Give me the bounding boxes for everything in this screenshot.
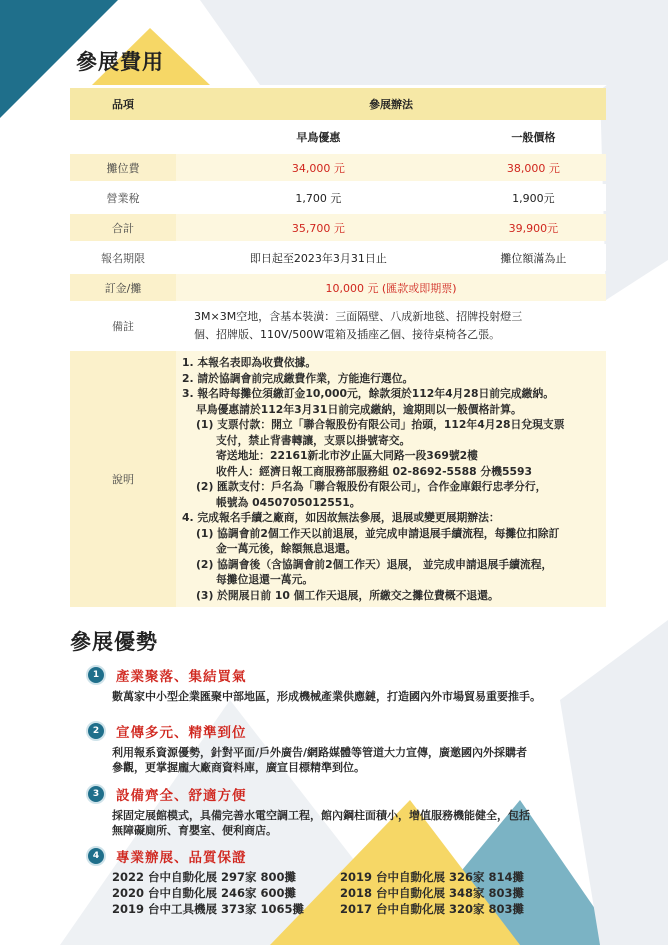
advantage-item [86, 664, 606, 704]
number-badge: 2 [86, 721, 106, 741]
advantage-text: 數萬家中小型企業匯聚中部地區，形成機械產業供應鏈，打造國內外市場貿易重要推手。 [112, 690, 541, 703]
tax-early: 1,700 元 [176, 184, 461, 211]
description-row [70, 351, 606, 607]
booth-fee-early: 34,000 元 [176, 154, 461, 181]
desc-line: 每攤位退還一萬元。 [216, 573, 314, 586]
tax-general: 1,900元 [461, 184, 606, 211]
desc-line: 收件人：經濟日報工商服務部服務組 02-8692-5588 分機5593 [216, 464, 532, 478]
header-method: 參展辦法 [176, 88, 606, 120]
description-label: 說明 [70, 351, 176, 607]
booth-fee-label: 攤位費 [70, 154, 176, 181]
advantages-section-title: 參展優勢 [70, 630, 158, 654]
number-badge: 1 [86, 665, 106, 685]
number-badge: 4 [86, 846, 106, 866]
advantage-text: 利用報系資源優勢，針對平面/戶外廣告/網路媒體等管道大力宣傳，廣邀國內外採購者 [112, 746, 528, 759]
description-text [176, 351, 606, 607]
advantage-item [86, 845, 606, 917]
advantage-item [86, 720, 606, 775]
desc-line: (2) 協調會後（含協調會前2個工作天）退展， 並完成申請退展手續流程， [196, 557, 553, 571]
desc-line: 帳號為 0450705012551。 [216, 495, 361, 509]
fees-section-title: 參展費用 [76, 50, 164, 74]
stat-line: 2022 台中自動化展 297家 800攤 [112, 870, 297, 884]
deadline-early: 即日起至2023年3月31日止 [176, 244, 461, 271]
desc-line: 早鳥優惠請於112年3月31日前完成繳納，逾期則以一般價格計算。 [196, 402, 522, 416]
tax-row [70, 184, 606, 211]
deposit-row [70, 274, 606, 301]
advantage-title: 產業聚落、集結買氣 [116, 669, 247, 685]
desc-line: (2) 匯款支付：戶名為「聯合報股份有限公司」，合作金庫銀行忠孝分行， [196, 480, 547, 493]
remarks-line: 個、招牌版、110V/500W電箱及插座乙個、接待桌椅各乙張。 [194, 328, 501, 341]
advantage-title: 宣傳多元、精準到位 [116, 725, 247, 741]
advantage-text: 採固定展館模式，具備完善水電空調工程，館內鋼柱面積小，增值服務機能健全，包括 [112, 809, 530, 822]
booth-fee-row [70, 154, 606, 181]
deadline-general: 攤位額滿為止 [461, 244, 606, 271]
remarks-line: 3M×3M空地，含基本裝潢：三面隔壁、八成新地毯、招牌投射燈三 [194, 310, 523, 323]
total-label: 合計 [70, 214, 176, 241]
header-item: 品項 [70, 88, 176, 120]
desc-line: 3. 報名時每攤位須繳訂金10,000元，餘款須於112年4月28日前完成繳納。 [182, 387, 555, 400]
deposit-label: 訂金/攤 [70, 274, 176, 301]
desc-line: 支付，禁止背書轉讓，支票以掛號寄交。 [216, 433, 411, 447]
stat-line: 2019 台中自動化展 326家 814攤 [340, 870, 525, 884]
total-general: 39,900元 [461, 214, 606, 241]
advantage-text: 參觀，更掌握龐大廠商資料庫，廣宣目標精準到位。 [112, 761, 365, 774]
desc-line: (1) 支票付款：開立「聯合報股份有限公司」抬頭，112年4月28日兌現支票 [196, 418, 565, 431]
exhibition-stats [112, 869, 606, 917]
remarks-row [70, 304, 606, 348]
subheader-early: 早鳥優惠 [296, 131, 341, 144]
total-early: 35,700 元 [176, 214, 461, 241]
advantage-item [86, 783, 606, 838]
desc-line: 4. 完成報名手續之廠商，如因故無法參展，退展或變更展期辦法： [182, 511, 500, 524]
desc-line: (3) 於開展日前 10 個工作天退展，所繳交之攤位費概不退還。 [196, 588, 499, 602]
subheader-general: 一般價格 [511, 131, 556, 144]
remarks-text [176, 304, 606, 348]
stat-line: 2019 台中工具機展 373家 1065攤 [112, 902, 305, 916]
fees-table [70, 85, 606, 610]
desc-line: 寄送地址：22161新北市汐止區大同路一段369號2樓 [216, 449, 478, 462]
desc-line: (1) 協調會前2個工作天以前退展，並完成申請退展手續流程，每攤位扣除訂 [196, 526, 560, 540]
advantage-title: 設備齊全、舒適方便 [116, 788, 247, 804]
advantage-title: 專業辦展、品質保證 [116, 850, 247, 866]
tax-label: 營業稅 [70, 184, 176, 211]
stat-line: 2018 台中自動化展 348家 803攤 [340, 886, 525, 900]
total-row [70, 214, 606, 241]
fees-subheader-row [70, 123, 606, 151]
remarks-label: 備註 [70, 304, 176, 348]
advantage-text: 無障礙廁所、育嬰室、便利商店。 [112, 824, 277, 837]
number-badge: 3 [86, 784, 106, 804]
booth-fee-general: 38,000 元 [461, 154, 606, 181]
desc-line: 2. 請於協調會前完成繳費作業，方能進行選位。 [182, 371, 414, 385]
deadline-label: 報名期限 [70, 244, 176, 271]
fees-header-row [70, 88, 606, 120]
desc-line: 1. 本報名表即為收費依據。 [182, 356, 317, 369]
stat-line: 2020 台中自動化展 246家 600攤 [112, 886, 297, 900]
stat-line: 2017 台中自動化展 320家 803攤 [340, 902, 525, 916]
deposit-value: 10,000 元 (匯款或即期票) [176, 274, 606, 301]
deadline-row [70, 244, 606, 271]
desc-line: 金一萬元後，餘額無息退還。 [216, 542, 357, 555]
